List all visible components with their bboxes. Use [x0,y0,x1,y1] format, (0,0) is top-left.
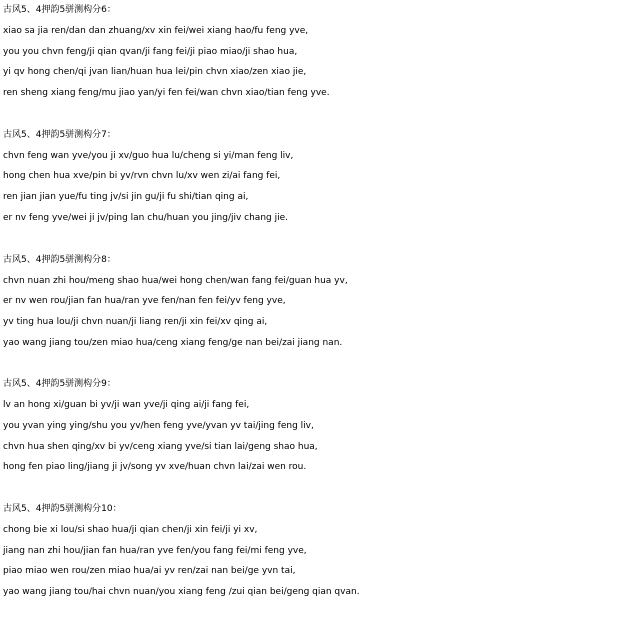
verse-line: xiao sa jia ren/dan dan zhuang/xv xin fei/wei xiang hao/fu feng yve, [3,26,309,36]
poem-section-6 [3,0,619,104]
verse-line: you yvan ying ying/shu you yv/hen feng yve/yvan yv tai/jing feng liv, [3,420,314,431]
verse-line: you you chvn feng/ji qian qvan/ji fang fei/ji piao miao/ji shao hua, [3,46,298,57]
verse-line: lv an hong xi/guan bi yv/ji wan yve/ji qing ai/ji fang fei, [3,400,250,411]
verse-line: ren jian jian yue/fu ting jv/si jin gu/ji fu shi/tian qing ai, [3,192,249,203]
verse-line: chvn hua shen qing/xv bi yv/ceng xiang yve/si tian lai/geng shao hua, [3,441,318,452]
verse-line: er nv feng yve/wei ji jv/ping lan chu/huan you jing/jiv chang jie. [3,212,289,223]
verse-line: yao wang jiang tou/zen miao hua/ceng xiang feng/ge nan bei/zai jiang nan. [3,337,343,348]
verse-line: yao wang jiang tou/hai chvn nuan/you xiang feng /zui qian bei/geng qian qvan. [3,587,360,598]
section-heading: 古风5、4押韵5骈测构分10： [3,504,122,514]
section-heading: 古风5、4押韵5骈测构分6： [3,5,116,15]
poem-section-7 [3,125,619,229]
verse-line: chong bie xi lou/si shao hua/ji qian chen/ji xin fei/ji yi xv, [3,525,258,535]
document-body [3,0,619,624]
verse-line: chvn feng wan yve/you ji xv/guo hua lu/cheng si yi/man feng liv, [3,150,294,161]
verse-line: er nv wen rou/jian fan hua/ran yve fen/nan fen fei/yv feng yve, [3,296,286,307]
verse-line: hong chen hua xve/pin bi yv/rvn chvn lu/xv wen zi/ai fang fei, [3,171,281,182]
verse-line: yv ting hua lou/ji chvn nuan/ji liang ren/ji xin fei/xv qing ai, [3,316,268,327]
verse-line: piao miao wen rou/zen miao hua/ai yv ren/zai nan bei/ge yvn tai, [3,566,296,577]
verse-line: yi qv hong chen/qi jvan lian/huan hua lei/pin chvn xiao/zen xiao jie, [3,67,307,78]
verse-line: hong fen piao ling/jiang ji jv/song yv xve/huan chvn lai/zai wen rou. [3,462,307,473]
poem-section-10 [3,499,619,603]
verse-line: chvn nuan zhi hou/meng shao hua/wei hong chen/wan fang fei/guan hua yv, [3,275,348,286]
section-heading: 古风5、4押韵5骈测构分8： [3,254,116,265]
poem-section-8 [3,250,619,354]
section-heading: 古风5、4押韵5骈测构分7： [3,129,116,140]
section-heading: 古风5、4押韵5骈测构分9： [3,379,116,390]
verse-line: jiang nan zhi hou/jian fan hua/ran yve fen/you fang fei/mi feng yve, [3,545,307,556]
poem-section-9 [3,374,619,478]
verse-line: ren sheng xiang feng/mu jiao yan/yi fen fei/wan chvn xiao/tian feng yve. [3,88,330,99]
